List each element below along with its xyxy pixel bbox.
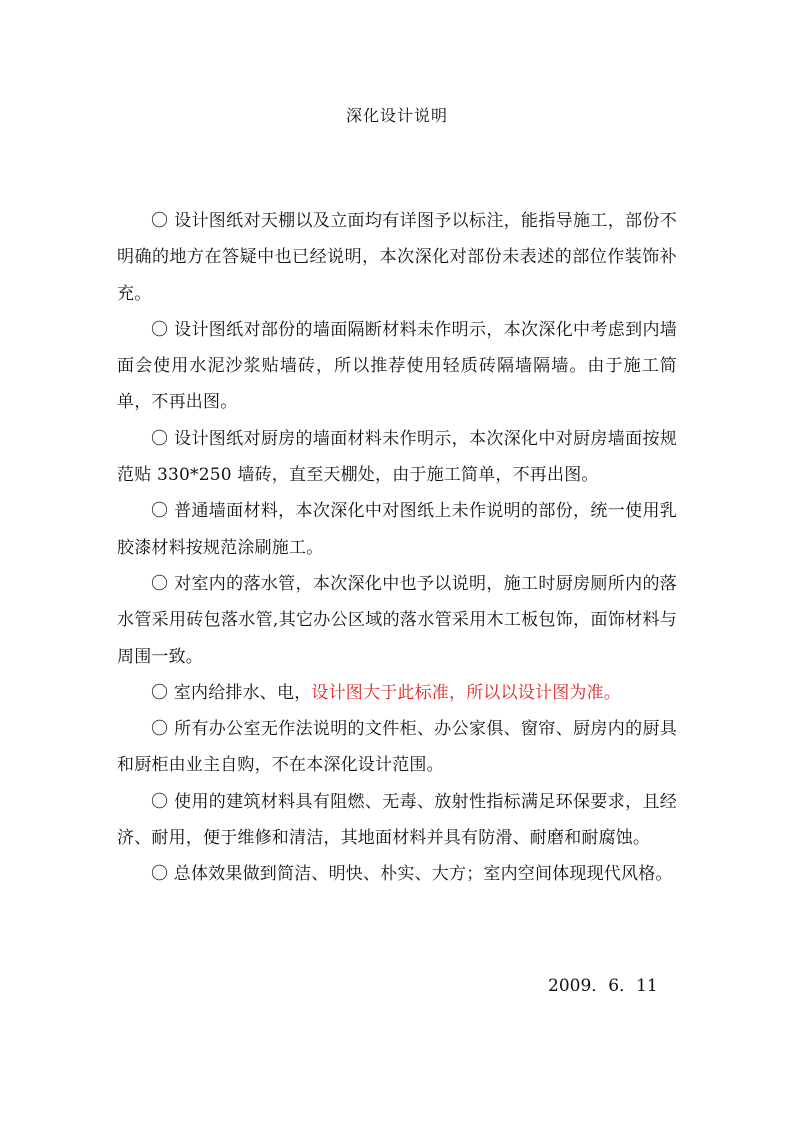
- paragraph-text: 〇 所有办公室无作法说明的文件柜、办公家俱、窗帘、厨房内的厨具和厨柜由业主自购，不在本深化设计范围。: [117, 719, 677, 776]
- paragraph-6: [117, 675, 677, 711]
- paragraph-1: [117, 203, 677, 312]
- paragraph-text: 〇 设计图纸对天棚以及立面均有详图予以标注，能指导施工，部份不明确的地方在答疑中也已经说明，本次深化对部份未表述的部位作装饰补充。: [117, 211, 677, 304]
- paragraph-3: [117, 421, 677, 494]
- paragraph-2: [117, 312, 677, 421]
- paragraph-9: [117, 856, 677, 892]
- paragraph-text: 〇 普通墙面材料，本次深化中对图纸上未作说明的部份，统一使用乳胶漆材料按规范涂刷施工。: [117, 501, 677, 558]
- document-date: 2009．6．11: [548, 976, 658, 996]
- paragraph-text: 〇 设计图纸对部份的墙面隔断材料未作明示，本次深化中考虑到内墙面会使用水泥沙浆贴墙砖，所以推荐使用轻质砖隔墙隔墙。由于施工简单，不再出图。: [117, 319, 677, 413]
- paragraph-8: [117, 784, 677, 857]
- paragraph-7: [117, 711, 677, 784]
- paragraph-text: 〇 室内给排水、电，: [151, 682, 312, 703]
- paragraph-text: 〇 设计图纸对厨房的墙面材料未作明示，本次深化中对厨房墙面按规范贴 330*250 墙砖，直至天棚处，由于施工简单，不再出图。: [117, 428, 677, 486]
- paragraph-text: 〇 对室内的落水管，本次深化中也予以说明，施工时厨房厕所内的落水管采用砖包落水管,其它办公区域的落水管采用木工板包饰，面饰材料与周围一致。: [117, 573, 677, 667]
- paragraph-text: 〇 总体效果做到简洁、明快、朴实、大方；室内空间体现现代风格。: [151, 864, 673, 885]
- paragraph-text: 〇 使用的建筑材料具有阻燃、无毒、放射性指标满足环保要求，且经济、耐用，便于维修和清洁，其地面材料并具有防滑、耐磨和耐腐蚀。: [117, 791, 677, 849]
- paragraph-5: [117, 566, 677, 675]
- document-title: 深化设计说明: [345, 106, 448, 125]
- highlighted-text: 设计图大于此标准，所以以设计图为准。: [311, 682, 622, 703]
- document-body: [117, 203, 677, 893]
- paragraph-4: [117, 493, 677, 566]
